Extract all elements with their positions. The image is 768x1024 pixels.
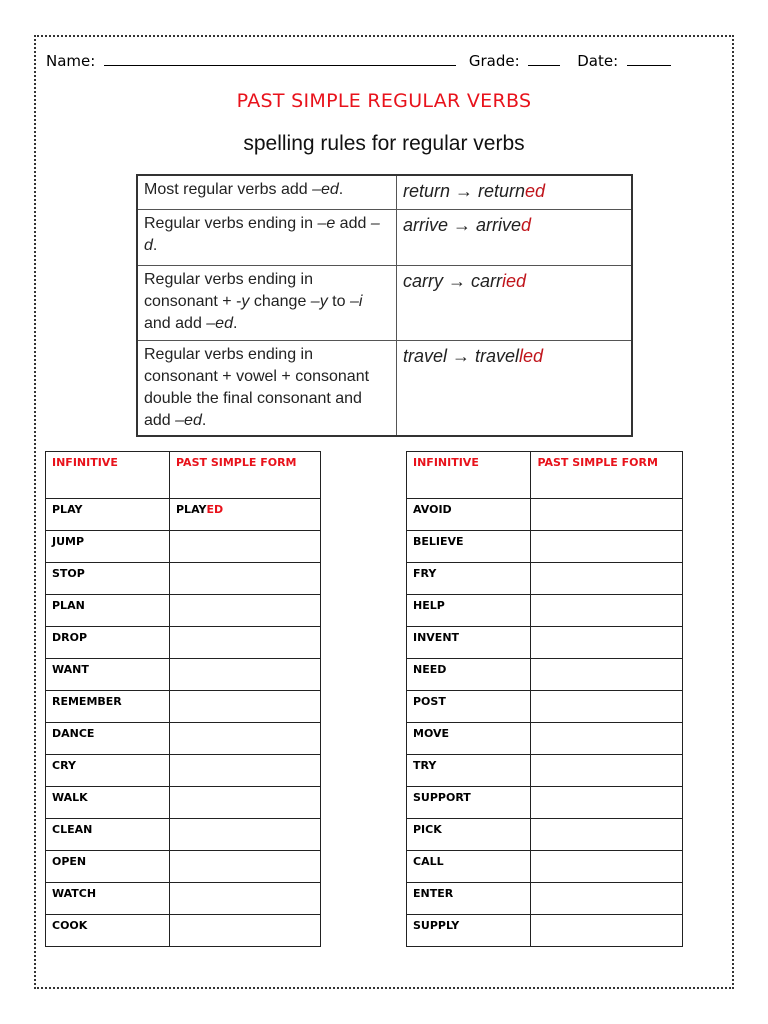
past-simple-header: PAST SIMPLE FORM	[170, 452, 321, 499]
table-row	[407, 883, 683, 915]
past-form-cell[interactable]	[531, 851, 683, 883]
infinitive-cell: MOVE	[407, 723, 531, 755]
rule-example	[397, 209, 633, 265]
rule-text-part: –e	[317, 214, 336, 232]
infinitive-cell: WALK	[46, 787, 170, 819]
rule-text-part: and add	[144, 314, 207, 332]
rule-example	[397, 265, 633, 340]
rule-text-part: .	[152, 236, 158, 254]
past-form-cell[interactable]	[170, 787, 321, 819]
infinitive-header: INFINITIVE	[407, 452, 531, 499]
table-row	[407, 691, 683, 723]
rule-row	[137, 340, 632, 436]
rule-description	[137, 340, 397, 436]
infinitive-cell: WANT	[46, 659, 170, 691]
infinitive-cell: DROP	[46, 627, 170, 659]
table-row	[407, 755, 683, 787]
table-row	[46, 499, 321, 531]
past-form-cell[interactable]	[170, 691, 321, 723]
page-title: PAST SIMPLE REGULAR VERBS	[236, 90, 532, 112]
infinitive-cell: TRY	[407, 755, 531, 787]
past-form-cell[interactable]	[170, 819, 321, 851]
infinitive-cell: CALL	[407, 851, 531, 883]
past-form-cell[interactable]	[531, 531, 683, 563]
rule-text-part: to	[327, 292, 350, 310]
infinitive-cell: ENTER	[407, 883, 531, 915]
past-form-cell[interactable]	[170, 851, 321, 883]
past-form-cell[interactable]	[531, 499, 683, 531]
past-form-cell[interactable]	[531, 755, 683, 787]
past-form-cell[interactable]	[170, 755, 321, 787]
table-row	[407, 915, 683, 947]
infinitive-cell: STOP	[46, 563, 170, 595]
table-row	[46, 723, 321, 755]
infinitive-cell: PLAN	[46, 595, 170, 627]
grade-field[interactable]	[528, 50, 560, 66]
verb-table-right	[406, 451, 683, 947]
infinitive-header: INFINITIVE	[46, 452, 170, 499]
infinitive-cell: SUPPORT	[407, 787, 531, 819]
rule-text-part: Regular verbs ending in	[144, 214, 318, 232]
table-row	[46, 755, 321, 787]
past-form-base: PLAY	[176, 503, 207, 516]
infinitive-cell: INVENT	[407, 627, 531, 659]
example-suffix: d	[521, 214, 532, 235]
past-form-cell[interactable]	[531, 563, 683, 595]
table-row	[407, 851, 683, 883]
table-row	[46, 659, 321, 691]
rule-text-part: Regular verbs ending in consonant + vowel + consonant double the final consonant and add	[144, 345, 370, 429]
rule-text-part: –i	[349, 292, 363, 310]
infinitive-cell: PICK	[407, 819, 531, 851]
rule-text-part: .	[338, 181, 344, 198]
table-row	[407, 595, 683, 627]
past-form-cell[interactable]	[170, 563, 321, 595]
table-row	[407, 499, 683, 531]
past-form-cell[interactable]	[170, 659, 321, 691]
rule-text-part: y	[241, 292, 250, 310]
table-row	[407, 563, 683, 595]
table-row	[46, 915, 321, 947]
past-form-cell[interactable]	[531, 915, 683, 947]
verb-table-left	[45, 451, 321, 947]
past-form-cell[interactable]	[531, 819, 683, 851]
table-header-row	[407, 452, 683, 499]
past-form-cell[interactable]	[531, 691, 683, 723]
rule-text-part: .	[232, 314, 238, 332]
example-base: travel → travel	[403, 345, 520, 366]
rule-text-part: –y	[310, 292, 328, 310]
rule-row	[137, 175, 632, 209]
past-form-cell[interactable]	[531, 723, 683, 755]
infinitive-cell: CLEAN	[46, 819, 170, 851]
infinitive-cell: HELP	[407, 595, 531, 627]
example-base: arrive → arrive	[403, 214, 522, 235]
infinitive-cell: BELIEVE	[407, 531, 531, 563]
past-form-cell[interactable]	[531, 883, 683, 915]
past-form-cell[interactable]	[170, 627, 321, 659]
page-subtitle: spelling rules for regular verbs	[243, 132, 525, 155]
rule-text-part: .	[201, 411, 207, 429]
rule-text-part: –ed	[312, 181, 339, 198]
past-form-cell[interactable]	[170, 915, 321, 947]
table-row	[407, 819, 683, 851]
infinitive-cell: AVOID	[407, 499, 531, 531]
example-suffix: ied	[502, 270, 527, 291]
name-field[interactable]	[104, 50, 456, 66]
table-row	[407, 627, 683, 659]
rule-text-part: change	[249, 292, 311, 310]
rule-text-part: Most regular verbs add	[144, 181, 313, 198]
past-form-cell[interactable]	[531, 787, 683, 819]
infinitive-cell: FRY	[407, 563, 531, 595]
infinitive-cell: OPEN	[46, 851, 170, 883]
infinitive-cell: POST	[407, 691, 531, 723]
spelling-rules-table	[136, 174, 633, 437]
name-label: Name:	[46, 52, 96, 70]
student-info-line	[46, 50, 726, 72]
table-row	[46, 883, 321, 915]
rule-description	[137, 175, 397, 209]
past-form-cell[interactable]	[170, 723, 321, 755]
example-base: carry → carr	[403, 270, 502, 291]
table-row	[407, 787, 683, 819]
table-row	[46, 563, 321, 595]
date-label: Date:	[577, 52, 619, 70]
rule-description	[137, 209, 397, 265]
infinitive-cell: PLAY	[46, 499, 170, 531]
table-row	[46, 851, 321, 883]
example-suffix: led	[519, 345, 544, 366]
past-form-cell[interactable]	[531, 595, 683, 627]
rule-row	[137, 265, 632, 340]
infinitive-cell: DANCE	[46, 723, 170, 755]
example-base: return → return	[403, 181, 526, 201]
grade-label: Grade:	[468, 52, 520, 70]
rule-description	[137, 265, 397, 340]
table-row	[46, 595, 321, 627]
rule-example	[397, 340, 633, 436]
infinitive-cell: WATCH	[46, 883, 170, 915]
past-simple-header: PAST SIMPLE FORM	[531, 452, 683, 499]
table-row	[46, 627, 321, 659]
date-field[interactable]	[627, 50, 671, 66]
table-row	[46, 691, 321, 723]
past-form-cell[interactable]	[170, 531, 321, 563]
rule-text-part: –ed	[206, 314, 233, 332]
rule-text-part: –d	[144, 214, 380, 254]
table-row	[46, 819, 321, 851]
infinitive-cell: NEED	[407, 659, 531, 691]
past-form-cell[interactable]	[170, 883, 321, 915]
past-form-cell[interactable]	[170, 595, 321, 627]
table-header-row	[46, 452, 321, 499]
past-form-cell[interactable]	[531, 659, 683, 691]
past-form-cell[interactable]	[170, 499, 321, 531]
table-row	[46, 531, 321, 563]
rule-text-part: –ed	[175, 411, 202, 429]
table-row	[46, 787, 321, 819]
table-row	[407, 659, 683, 691]
table-row	[407, 531, 683, 563]
infinitive-cell: REMEMBER	[46, 691, 170, 723]
past-form-suffix: ED	[206, 503, 224, 516]
infinitive-cell: COOK	[46, 915, 170, 947]
table-row	[407, 723, 683, 755]
infinitive-cell: JUMP	[46, 531, 170, 563]
rule-text-part: add	[335, 214, 371, 232]
infinitive-cell: CRY	[46, 755, 170, 787]
rule-example	[397, 175, 633, 209]
rule-row	[137, 209, 632, 265]
past-form-cell[interactable]	[531, 627, 683, 659]
infinitive-cell: SUPPLY	[407, 915, 531, 947]
example-suffix: ed	[525, 181, 546, 201]
rule-text-part: Regular verbs ending in consonant + -	[144, 270, 313, 310]
